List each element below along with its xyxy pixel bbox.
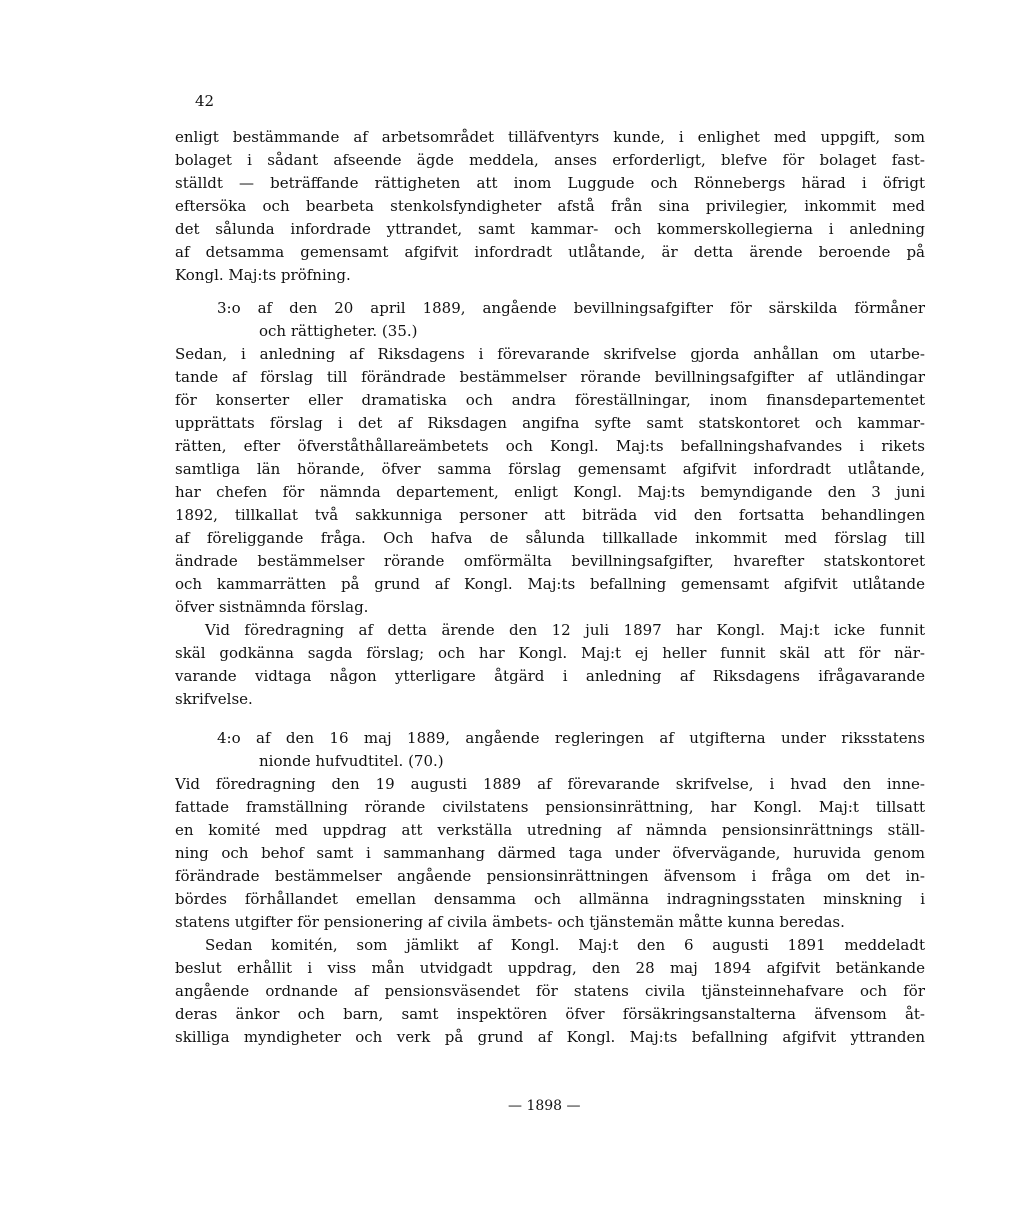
text-line: fattade framställning rörande civilstatens pensionsinrättning, har Kongl. Maj:t tillsatt — [175, 798, 925, 816]
text-line: af föreliggande fråga. Och hafva de sålunda tillkallade inkommit med förslag till — [175, 529, 925, 547]
text-line: förändrade bestämmelser angående pensionsinrättningen äfvensom i fråga om det in- — [175, 867, 925, 885]
text-line: eftersöka och bearbeta stenkolsfyndigheter afstå från sina privilegier, inkommit med — [175, 197, 925, 215]
text-line: har chefen för nämnda departement, enligt Kongl. Maj:ts bemyndigande den 3 juni — [175, 483, 925, 501]
section-heading-3 — [217, 297, 925, 343]
text-line: enligt bestämmande af arbetsområdet tilläfventyrs kunde, i enlighet med uppgift, som — [175, 128, 925, 146]
text-line: öfver sistnämnda förslag. — [175, 598, 369, 616]
text-line: skrifvelse. — [175, 690, 253, 708]
paragraph-intro — [175, 126, 925, 287]
text-line: ning och behof samt i sammanhang därmed taga under öfvervägande, huruvida genom — [175, 844, 925, 862]
text-line: för konserter eller dramatiska och andra föreställningar, inom finansdepartementet — [175, 391, 925, 409]
paragraph-section4-2 — [175, 934, 925, 1049]
text-line: Kongl. Maj:ts pröfning. — [175, 266, 351, 284]
text-line: ställdt — beträffande rättigheten att inom Luggude och Rönnebergs härad i öfrigt — [175, 174, 925, 192]
text-line: 1892, tillkallat två sakkunniga personer att biträda vid den fortsatta behandlingen — [175, 506, 925, 524]
paragraph-section4-1 — [175, 773, 925, 934]
text-line: Sedan, i anledning af Riksdagens i förevarande skrifvelse gjorda anhållan om utarbe- — [175, 345, 925, 363]
text-line: rätten, efter öfverståthållareämbetets och Kongl. Maj:ts befallningshafvandes i rikets — [175, 437, 925, 455]
text-line: deras änkor och barn, samt inspektören öfver försäkringsanstalterna äfvensom åt- — [175, 1005, 925, 1023]
text-line: det sålunda infordrade yttrandet, samt kammar- och kommerskollegierna i anledning — [175, 220, 925, 238]
text-line: skäl godkänna sagda förslag; och har Kongl. Maj:t ej heller funnit skäl att för när- — [175, 644, 925, 662]
text-line: angående ordnande af pensionsväsendet för statens civila tjänsteinnehafvare och för — [175, 982, 925, 1000]
paragraph-section3-1 — [175, 343, 925, 619]
text-line: af detsamma gemensamt afgifvit infordradt utlåtande, är detta ärende beroende på — [175, 243, 925, 261]
page-footer-mark: — 1898 — — [508, 1098, 581, 1114]
text-line: bördes förhållandet emellan densamma och allmänna indragningsstaten minskning i — [175, 890, 925, 908]
heading-line: 4:o af den 16 maj 1889, angående regleringen af utgifterna under riksstatens — [217, 729, 925, 747]
heading-line: och rättigheter. (35.) — [259, 322, 418, 340]
text-line: en komité med uppdrag att verkställa utredning af nämnda pensionsinrättnings ställ- — [175, 821, 925, 839]
text-line: Vid föredragning den 19 augusti 1889 af förevarande skrifvelse, i hvad den inne- — [175, 775, 925, 793]
text-line: samtliga län hörande, öfver samma förslag gemensamt afgifvit infordradt utlåtande, — [175, 460, 925, 478]
text-line: och kammarrätten på grund af Kongl. Maj:ts befallning gemensamt afgifvit utlåtande — [175, 575, 925, 593]
text-line: upprättats förslag i det af Riksdagen angifna syfte samt statskontoret och kammar- — [175, 414, 925, 432]
text-line: beslut erhållit i viss mån utvidgadt uppdrag, den 28 maj 1894 afgifvit betänkande — [175, 959, 925, 977]
text-line: tande af förslag till förändrade bestämmelser rörande bevillningsafgifter af utländingar — [175, 368, 925, 386]
text-line: ändrade bestämmelser rörande omförmälta bevillningsafgifter, hvarefter statskontoret — [175, 552, 925, 570]
section-heading-4 — [217, 727, 925, 773]
heading-line: 3:o af den 20 april 1889, angående bevillningsafgifter för särskilda förmåner — [217, 299, 925, 317]
text-line: bolaget i sådant afseende ägde meddela, anses erforderligt, blefve för bolaget fast- — [175, 151, 925, 169]
page-number: 42 — [195, 92, 215, 110]
text-line: skilliga myndigheter och verk på grund af Kongl. Maj:ts befallning afgifvit yttranden — [175, 1028, 925, 1046]
text-line: varande vidtaga någon ytterligare åtgärd i anledning af Riksdagens ifrågavarande — [175, 667, 925, 685]
document-page — [175, 90, 925, 1049]
text-line: statens utgifter för pensionering af civila ämbets- och tjänstemän måtte kunna beredas. — [175, 913, 845, 931]
paragraph-section3-2 — [175, 619, 925, 711]
heading-line: nionde hufvudtitel. (70.) — [259, 752, 444, 770]
text-line: Sedan komitén, som jämlikt af Kongl. Maj:t den 6 augusti 1891 meddeladt — [205, 936, 925, 954]
text-line: Vid föredragning af detta ärende den 12 juli 1897 har Kongl. Maj:t icke funnit — [205, 621, 925, 639]
